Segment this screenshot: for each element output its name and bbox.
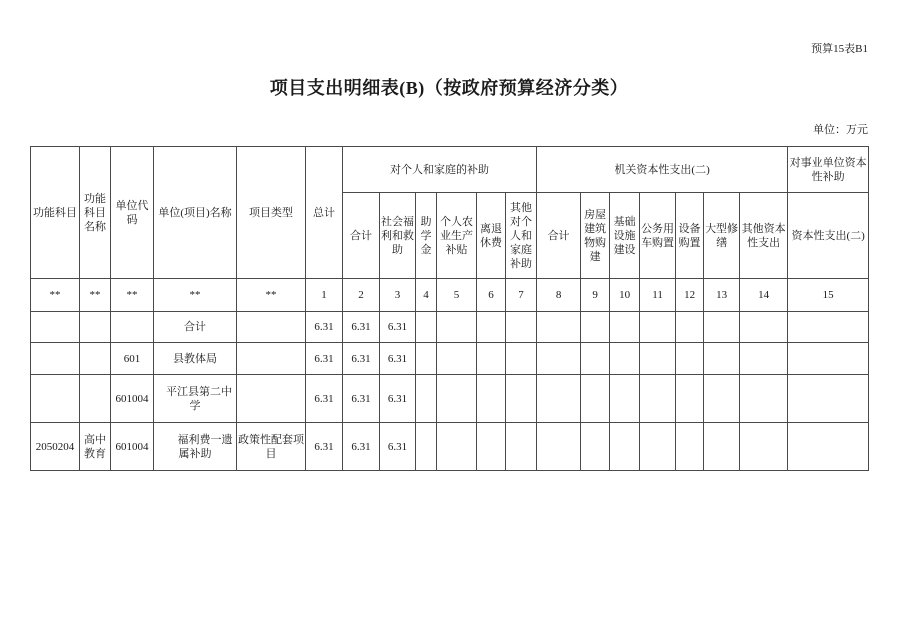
cell-func-name	[80, 375, 111, 423]
cell-c-repair	[704, 343, 740, 375]
cell-c-infra	[610, 423, 640, 471]
cell-c-other	[740, 423, 788, 471]
cell-p-agri	[437, 423, 477, 471]
index-cell: 14	[740, 279, 788, 312]
cell-c-equip	[676, 312, 704, 343]
cell-p-other	[506, 423, 537, 471]
cell-p-total: 6.31	[343, 423, 380, 471]
cell-p-retire	[477, 375, 506, 423]
cell-p-agri	[437, 375, 477, 423]
cell-func-code: 2050204	[31, 423, 80, 471]
col-header-unit-project-name: 单位(项目)名称	[154, 147, 237, 279]
group-header-personal-subsidy: 对个人和家庭的补助	[343, 147, 537, 193]
cell-p-scholarship	[416, 343, 437, 375]
index-cell: 15	[788, 279, 869, 312]
index-cell: 11	[640, 279, 676, 312]
subcol-header-p-retire: 离退休费	[477, 193, 506, 279]
cell-grand-total: 6.31	[306, 375, 343, 423]
cell-c-total	[537, 423, 581, 471]
subcol-header-c-repair: 大型修缮	[704, 193, 740, 279]
index-cell: **	[80, 279, 111, 312]
cell-grand-total: 6.31	[306, 343, 343, 375]
subcol-header-c-total: 合计	[537, 193, 581, 279]
cell-c-equip	[676, 375, 704, 423]
index-cell: 2	[343, 279, 380, 312]
cell-c-housing	[581, 312, 610, 343]
subcol-header-p-total: 合计	[343, 193, 380, 279]
doc-ref-label: 预算15表B1	[811, 43, 868, 55]
cell-c-total	[537, 343, 581, 375]
cell-unit-name: 福利费一遗属补助	[154, 423, 237, 471]
cell-c-repair	[704, 375, 740, 423]
table-row-project	[31, 423, 869, 471]
cell-project-type	[237, 312, 306, 343]
cell-p-welfare: 6.31	[380, 423, 416, 471]
budget-table	[30, 146, 869, 471]
cell-c-total	[537, 375, 581, 423]
cell-project-type: 政策性配套项目	[237, 423, 306, 471]
cell-p-retire	[477, 423, 506, 471]
cell-i-capital	[788, 423, 869, 471]
cell-func-name	[80, 343, 111, 375]
group-header-gov-capital: 机关资本性支出(二)	[537, 147, 788, 193]
index-cell: **	[237, 279, 306, 312]
cell-unit-name: 县教体局	[154, 343, 237, 375]
index-cell: 1	[306, 279, 343, 312]
index-cell: **	[154, 279, 237, 312]
group-header-institution-capital: 对事业单位资本性补助	[788, 147, 869, 193]
cell-unit-code	[111, 312, 154, 343]
subcol-header-c-other: 其他资本性支出	[740, 193, 788, 279]
cell-c-other	[740, 312, 788, 343]
cell-func-code	[31, 343, 80, 375]
cell-c-housing	[581, 375, 610, 423]
index-cell: 6	[477, 279, 506, 312]
subcol-header-c-vehicle: 公务用车购置	[640, 193, 676, 279]
index-cell: 4	[416, 279, 437, 312]
cell-unit-code: 601	[111, 343, 154, 375]
cell-p-welfare: 6.31	[380, 375, 416, 423]
cell-c-infra	[610, 312, 640, 343]
col-header-unit-code: 单位代码	[111, 147, 154, 279]
cell-p-total: 6.31	[343, 375, 380, 423]
subcol-header-c-infra: 基础设施建设	[610, 193, 640, 279]
cell-func-code	[31, 375, 80, 423]
subcol-header-c-housing: 房屋建筑物购建	[581, 193, 610, 279]
subcol-header-p-scholarship: 助学金	[416, 193, 437, 279]
index-cell: 12	[676, 279, 704, 312]
table-row-school	[31, 375, 869, 423]
cell-i-capital	[788, 343, 869, 375]
cell-project-type	[237, 375, 306, 423]
table-row-bureau	[31, 343, 869, 375]
cell-func-code	[31, 312, 80, 343]
cell-p-total: 6.31	[343, 312, 380, 343]
cell-c-housing	[581, 343, 610, 375]
index-cell: 3	[380, 279, 416, 312]
cell-unit-code: 601004	[111, 375, 154, 423]
cell-project-type	[237, 343, 306, 375]
cell-i-capital	[788, 312, 869, 343]
col-header-project-type: 项目类型	[237, 147, 306, 279]
cell-i-capital	[788, 375, 869, 423]
cell-c-equip	[676, 343, 704, 375]
index-cell: 13	[704, 279, 740, 312]
cell-unit-name: 合计	[154, 312, 237, 343]
page-title: 项目支出明细表(B)（按政府预算经济分类）	[269, 78, 629, 98]
cell-grand-total: 6.31	[306, 312, 343, 343]
cell-p-welfare: 6.31	[380, 343, 416, 375]
cell-func-name: 高中教育	[80, 423, 111, 471]
col-header-grand-total: 总计	[306, 147, 343, 279]
cell-p-total: 6.31	[343, 343, 380, 375]
cell-p-other	[506, 343, 537, 375]
cell-p-other	[506, 312, 537, 343]
cell-p-scholarship	[416, 312, 437, 343]
cell-p-scholarship	[416, 375, 437, 423]
cell-p-scholarship	[416, 423, 437, 471]
column-index-row	[31, 279, 869, 312]
index-cell: 9	[581, 279, 610, 312]
cell-c-equip	[676, 423, 704, 471]
cell-p-agri	[437, 312, 477, 343]
cell-c-vehicle	[640, 312, 676, 343]
index-cell: 8	[537, 279, 581, 312]
cell-p-other	[506, 375, 537, 423]
index-cell: 10	[610, 279, 640, 312]
cell-unit-code: 601004	[111, 423, 154, 471]
subcol-header-p-agri: 个人农业生产补贴	[437, 193, 477, 279]
table-row-total	[31, 312, 869, 343]
col-header-func-subject-name: 功能科目名称	[80, 147, 111, 279]
index-cell: 7	[506, 279, 537, 312]
col-header-func-subject: 功能科目	[31, 147, 80, 279]
cell-c-vehicle	[640, 343, 676, 375]
cell-c-other	[740, 375, 788, 423]
cell-c-infra	[610, 343, 640, 375]
unit-note: 单位：万元	[813, 124, 868, 136]
subcol-header-p-other: 其他对个人和家庭补助	[506, 193, 537, 279]
index-cell: 5	[437, 279, 477, 312]
cell-func-name	[80, 312, 111, 343]
cell-p-agri	[437, 343, 477, 375]
cell-unit-name: 平江县第二中学	[154, 375, 237, 423]
index-cell: **	[111, 279, 154, 312]
cell-grand-total: 6.31	[306, 423, 343, 471]
subcol-header-p-welfare: 社会福利和救助	[380, 193, 416, 279]
cell-c-repair	[704, 312, 740, 343]
cell-c-repair	[704, 423, 740, 471]
cell-p-welfare: 6.31	[380, 312, 416, 343]
subcol-header-c-equip: 设备购置	[676, 193, 704, 279]
cell-c-housing	[581, 423, 610, 471]
cell-c-other	[740, 343, 788, 375]
cell-c-vehicle	[640, 423, 676, 471]
cell-c-total	[537, 312, 581, 343]
cell-c-vehicle	[640, 375, 676, 423]
cell-c-infra	[610, 375, 640, 423]
subcol-header-i-capital: 资本性支出(二)	[788, 193, 869, 279]
index-cell: **	[31, 279, 80, 312]
cell-p-retire	[477, 312, 506, 343]
cell-p-retire	[477, 343, 506, 375]
